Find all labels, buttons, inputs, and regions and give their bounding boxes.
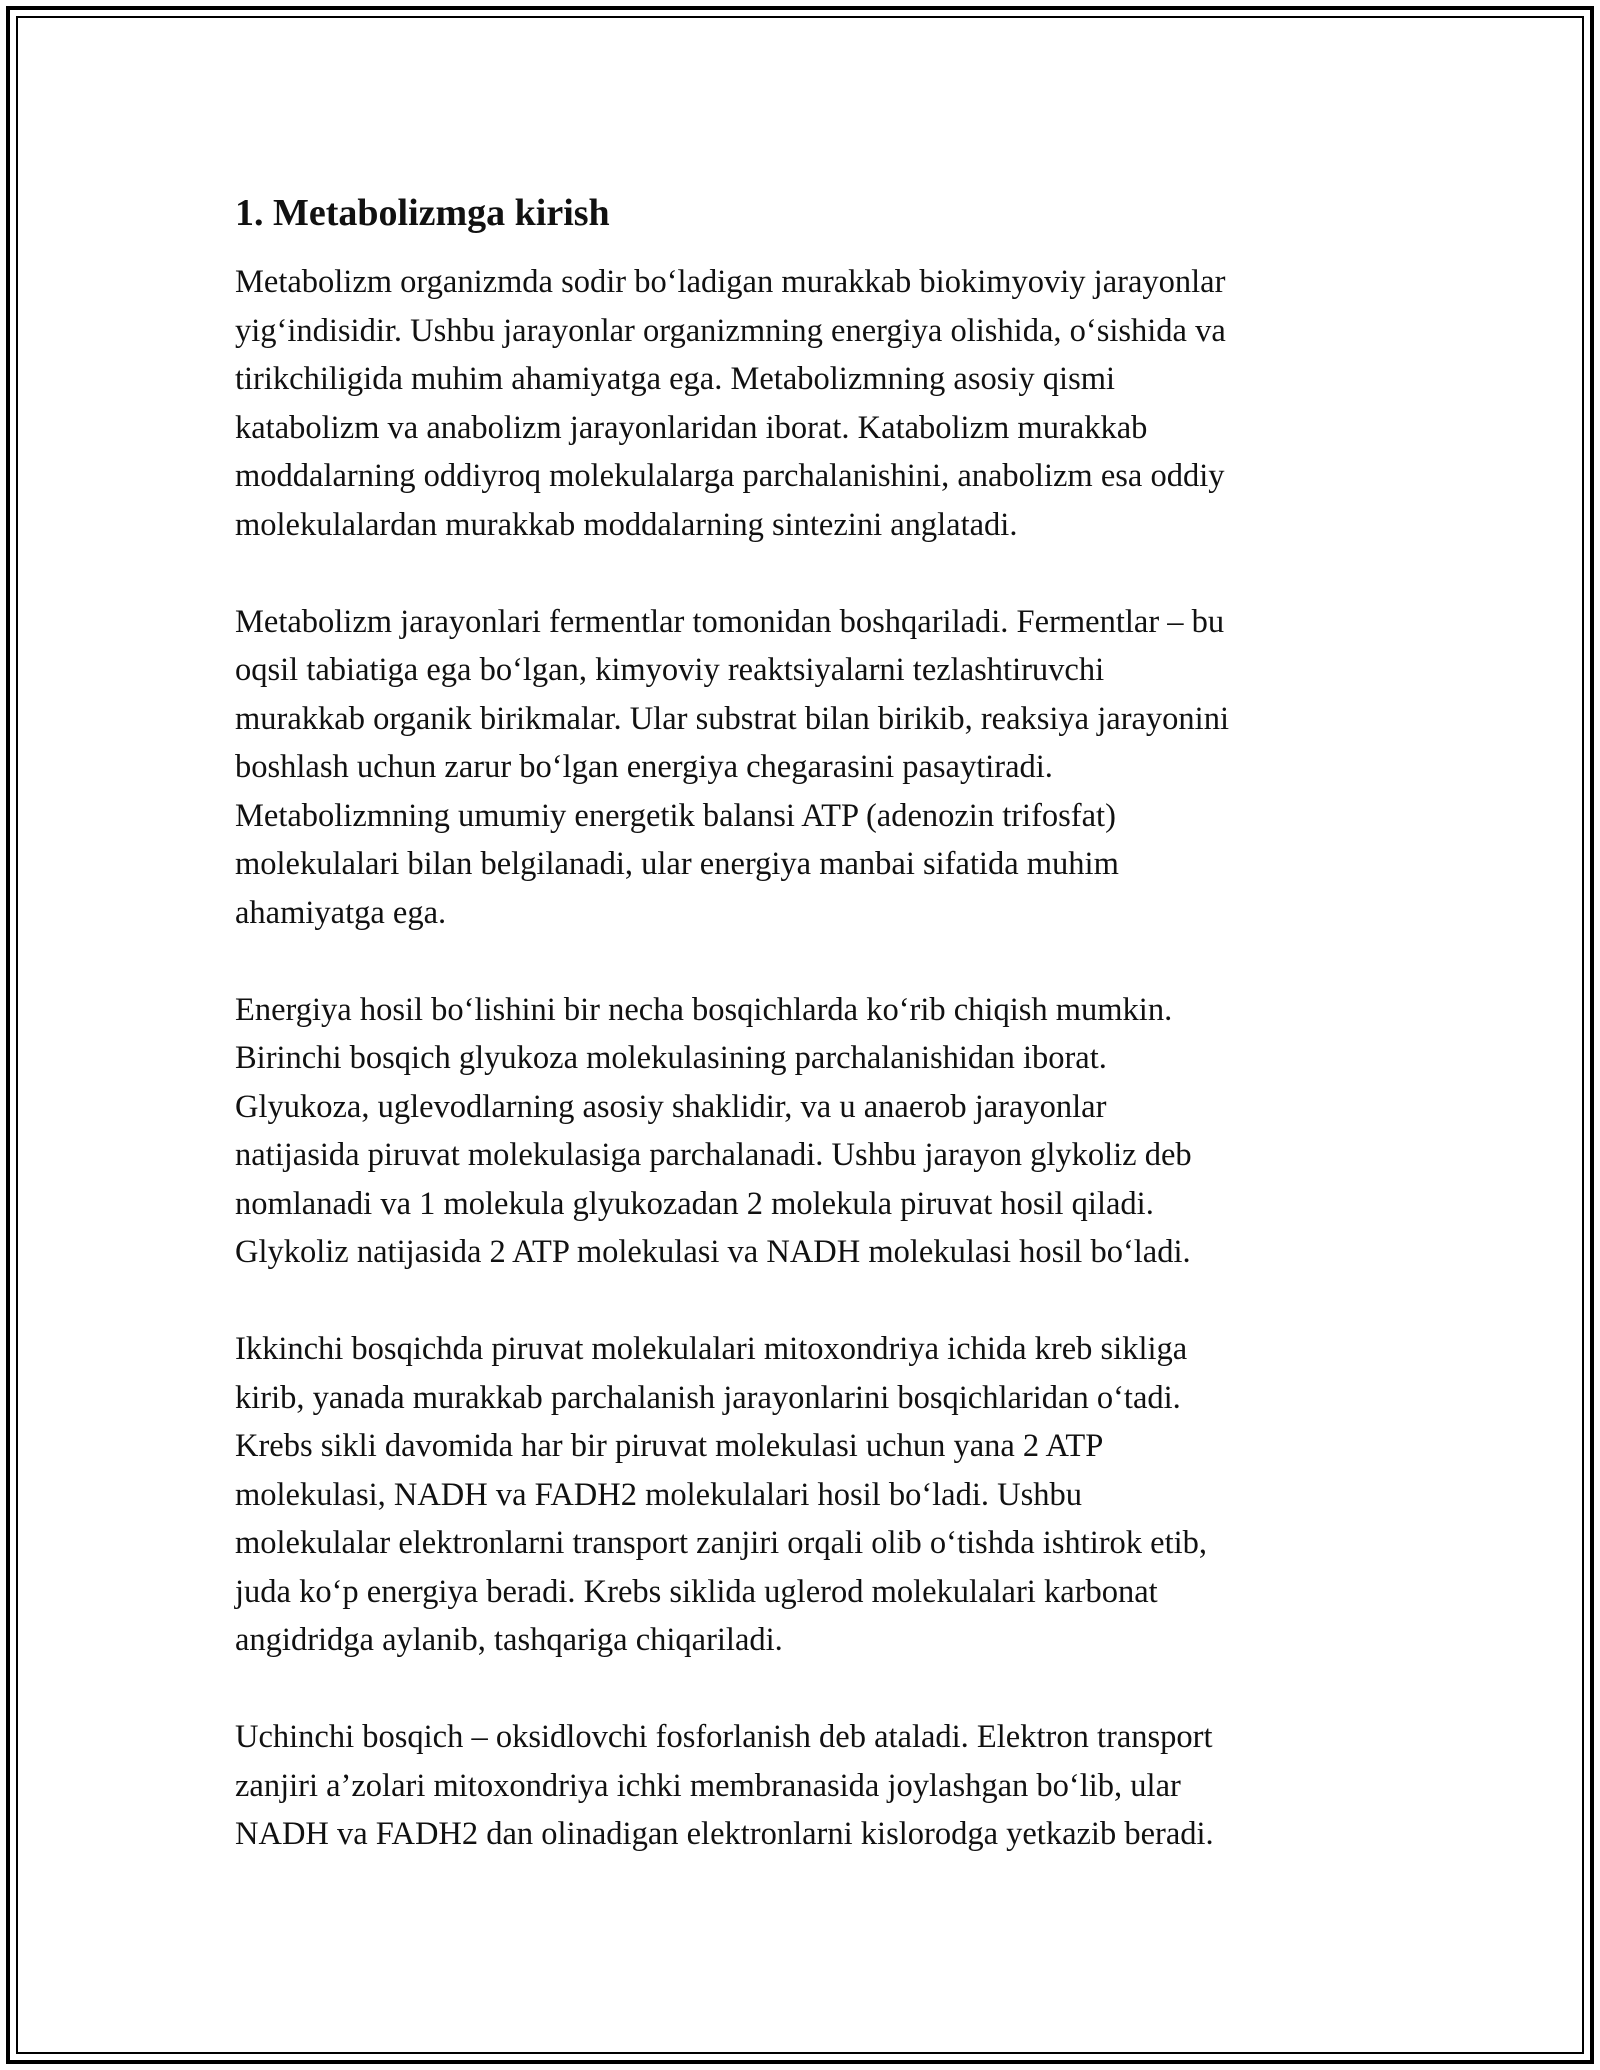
text-line: Glykoliz natijasida 2 ATP molekulasi va NADH molekulasi hosil bo‘ladi. — [235, 1234, 1191, 1270]
text-line: molekulalari bilan belgilanadi, ular energiya manbai sifatida muhim — [235, 846, 1119, 882]
paragraph-enzymes — [235, 598, 1385, 938]
text-line: natijasida piruvat molekulasiga parchalanadi. Ushbu jarayon glykoliz deb — [235, 1137, 1192, 1173]
text-line: oqsil tabiatiga ega bo‘lgan, kimyoviy reaktsiyalarni tezlashtiruvchi — [235, 652, 1105, 688]
text-line: molekulalardan murakkab moddalarning sintezini anglatadi. — [235, 506, 1018, 543]
text-line: molekulalar elektronlarni transport zanjiri orqali olib o‘tishda ishtirok etib, — [235, 1525, 1208, 1561]
text-line: Energiya hosil bo‘lishini bir necha bosqichlarda ko‘rib chiqish mumkin. — [235, 991, 1173, 1028]
text-line: ahamiyatga ega. — [235, 894, 447, 931]
text-line: tirikchiligida muhim ahamiyatga ega. Metabolizmning asosiy qismi — [235, 361, 1116, 397]
text-line: Krebs sikli davomida har bir piruvat molekulasi uchun yana 2 ATP — [235, 1428, 1104, 1464]
text-line: boshlash uchun zarur bo‘lgan energiya chegarasini pasaytiradi. — [235, 749, 1053, 785]
text-line: NADH va FADH2 dan olinadigan elektronlarni kislorodga yetkazib beradi. — [235, 1816, 1214, 1852]
paragraph-krebs-cycle — [235, 1325, 1385, 1665]
text-line: zanjiri a’zolari mitoxondriya ichki membranasida joylashgan bo‘lib, ular — [235, 1767, 1181, 1804]
text-line: moddalarning oddiyroq molekulalarga parchalanishini, anabolizm esa oddiy — [235, 458, 1225, 494]
text-line: Ikkinchi bosqichda piruvat molekulalari mitoxondriya ichida kreb sikliga — [235, 1331, 1188, 1367]
text-line: Metabolizm organizmda sodir bo‘ladigan murakkab biokimyoviy jarayonlar — [235, 264, 1226, 300]
text-line: yig‘indisidir. Ushbu jarayonlar organizmning energiya olishida, o‘sishida va — [235, 312, 1226, 349]
paragraph-glycolysis — [235, 986, 1385, 1277]
text-line: Birinchi bosqich glyukoza molekulasining parchalanishidan iborat. — [235, 1040, 1107, 1076]
text-line: angidridga aylanib, tashqariga chiqariladi. — [235, 1622, 783, 1658]
text-line: nomlanadi va 1 molekula glyukozadan 2 molekula piruvat hosil qiladi. — [235, 1185, 1154, 1222]
text-line: Metabolizm jarayonlari fermentlar tomonidan boshqariladi. Fermentlar – bu — [235, 603, 1225, 640]
text-line: katabolizm va anabolizm jarayonlaridan iborat. Katabolizm murakkab — [235, 409, 1148, 446]
paragraph-oxidative-phosphorylation — [235, 1713, 1385, 1859]
document-body — [235, 186, 1385, 1907]
text-line: Metabolizmning umumiy energetik balansi ATP (adenozin trifosfat) — [235, 797, 1116, 834]
text-line: murakkab organik birikmalar. Ular substrat bilan birikib, reaksiya jarayonini — [235, 700, 1229, 737]
text-line: kirib, yanada murakkab parchalanish jarayonlarini bosqichlaridan o‘tadi. — [235, 1379, 1181, 1416]
text-line: molekulasi, NADH va FADH2 molekulalari hosil bo‘ladi. Ushbu — [235, 1476, 1082, 1513]
text-line: Uchinchi bosqich – oksidlovchi fosforlanish deb ataladi. Elektron transport — [235, 1719, 1213, 1755]
text-line: Glyukoza, uglevodlarning asosiy shaklidir, va u anaerob jarayonlar — [235, 1088, 1107, 1125]
paragraph-intro — [235, 258, 1385, 549]
section-heading: 1. Metabolizmga kirish — [235, 192, 610, 234]
text-line: juda ko‘p energiya beradi. Krebs siklida uglerod molekulalari karbonat — [235, 1573, 1158, 1610]
